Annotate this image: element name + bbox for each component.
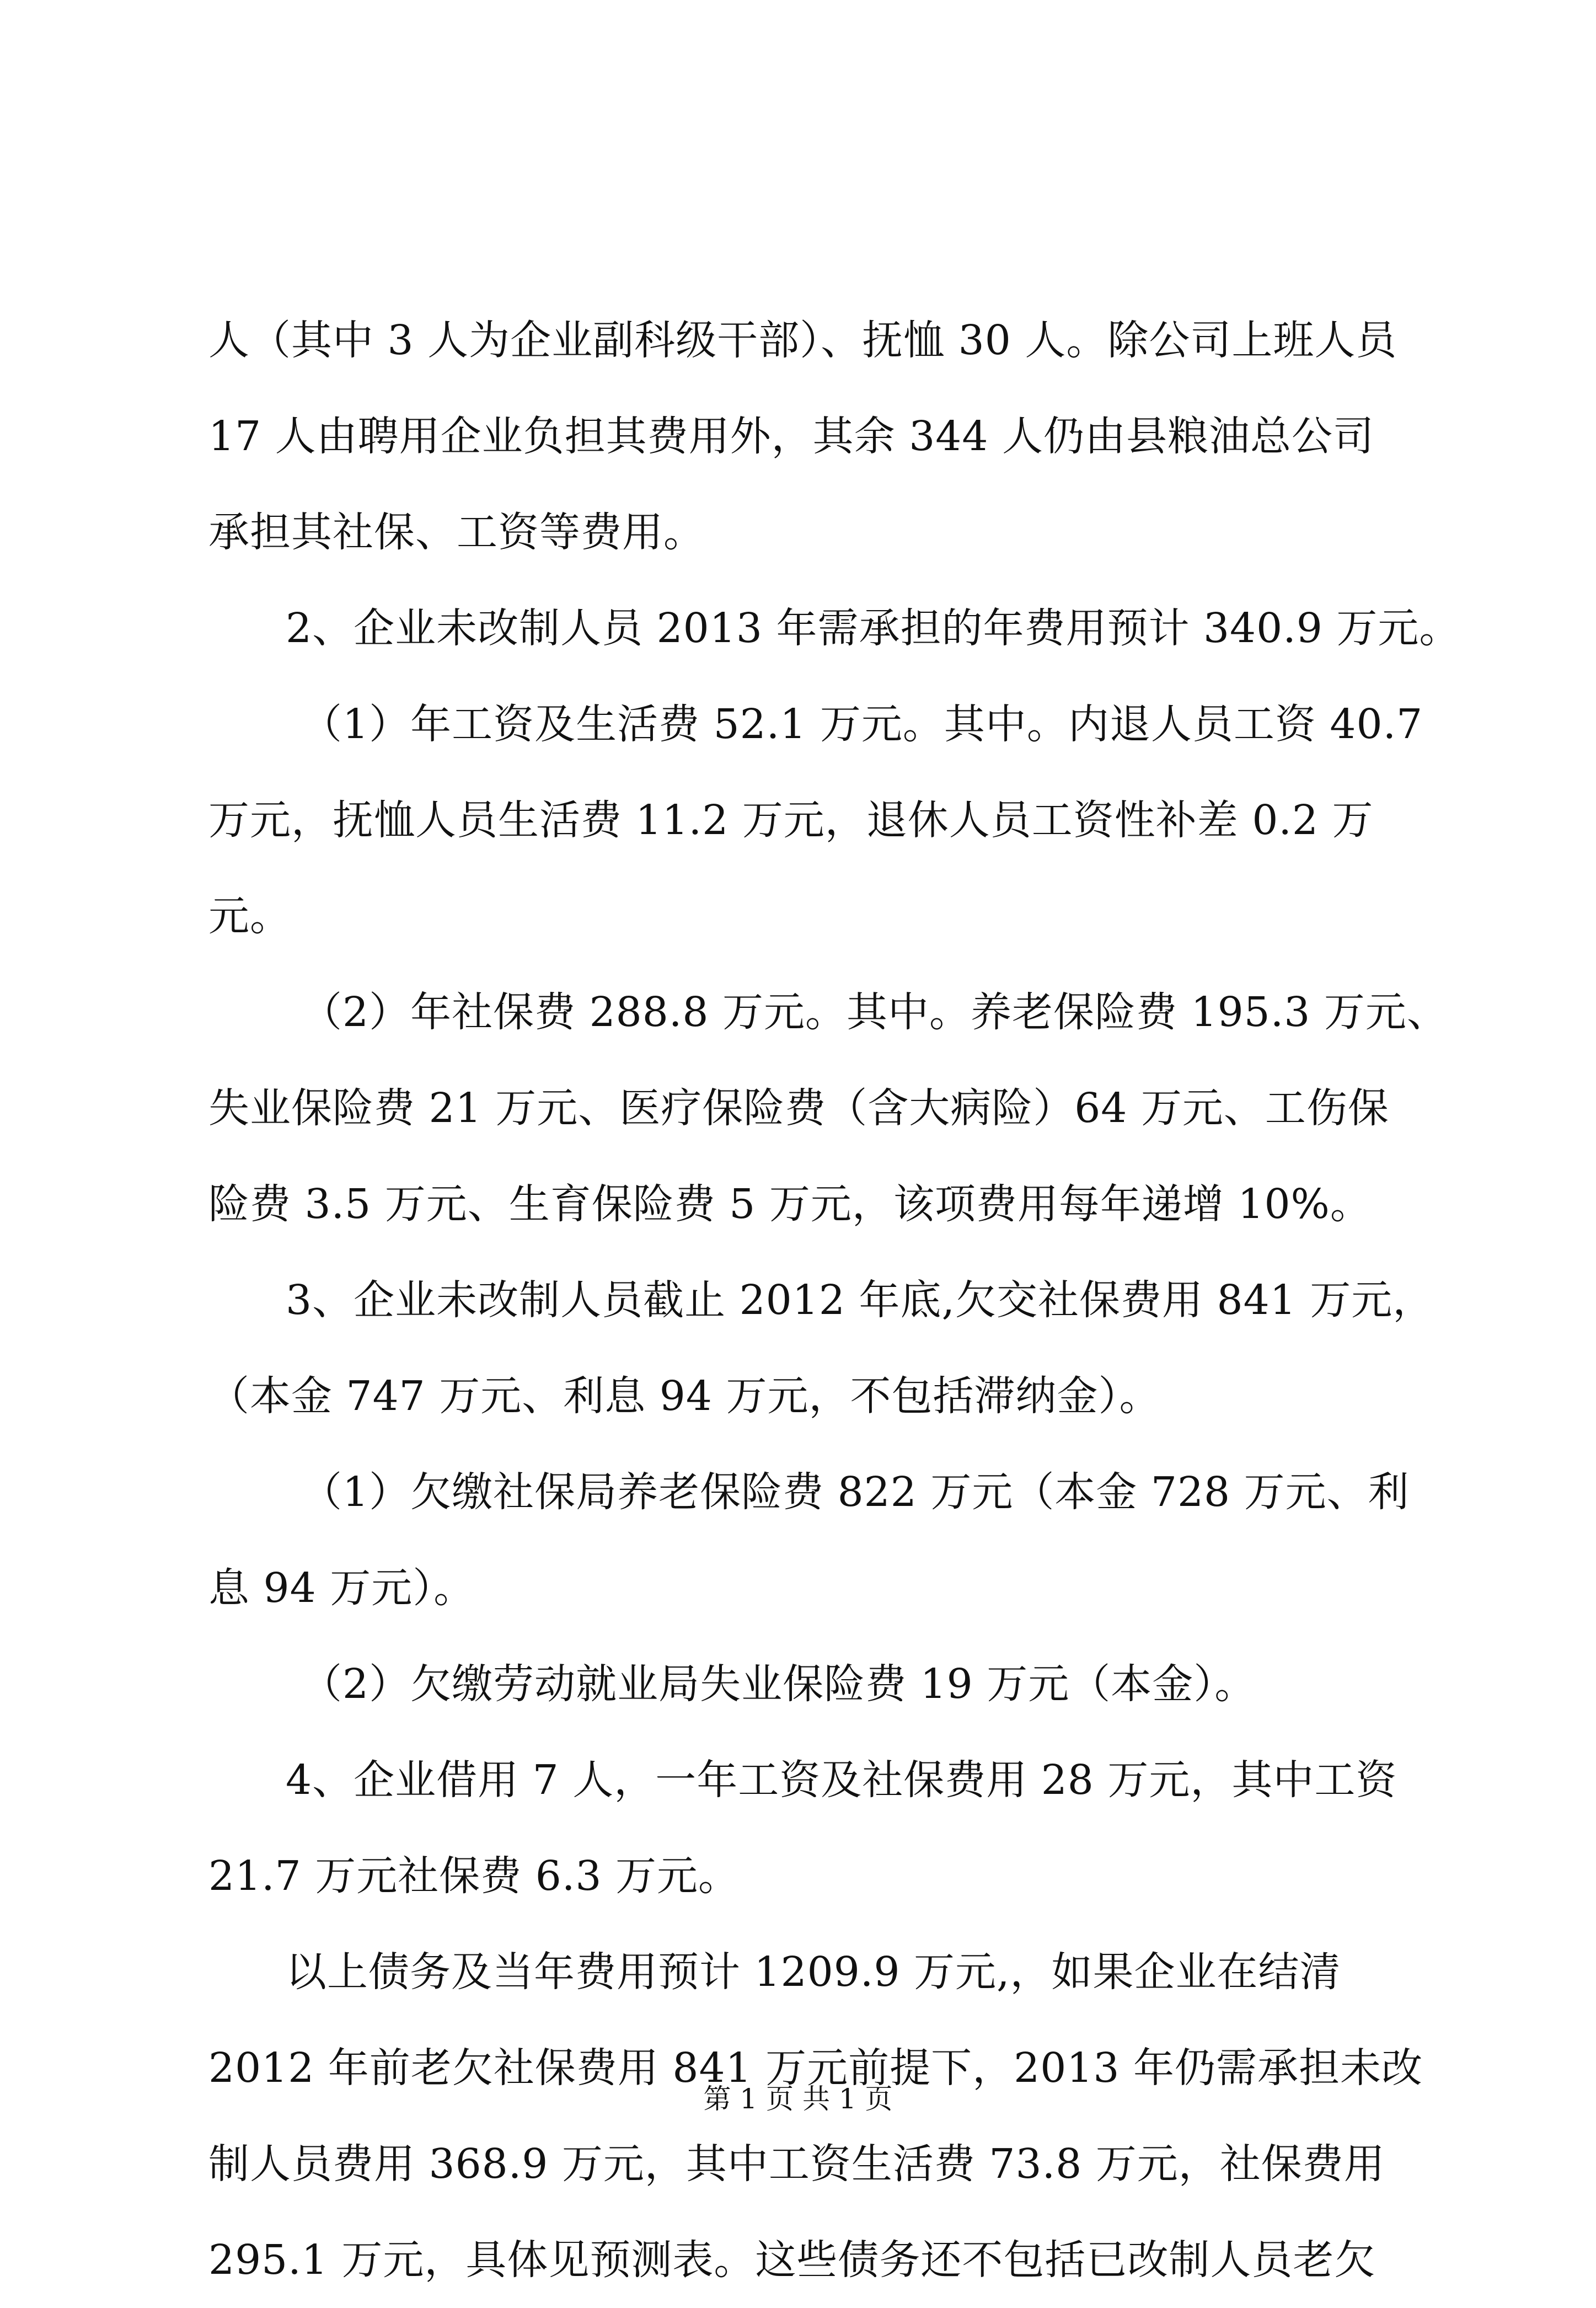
text-line: （1）欠缴社保局养老保险费 822 万元（本金 728 万元、利 [301,1468,1410,1516]
text-line: 险费 3.5 万元、生育保险费 5 万元，该项费用每年递增 10%。 [208,1180,1372,1228]
text-line: 承担其社保、工资等费用。 [208,509,705,556]
document-body [208,292,1461,2308]
text-line: 295.1 万元，具体见预测表。这些债务还不包括已改制人员老欠 [208,2236,1376,2284]
page-number-footer: 第 1 页 共 1 页 [703,2083,893,2115]
text-line: 以上债务及当年费用预计 1209.9 万元,，如果企业在结清 [286,1948,1341,1996]
text-line: 4、企业借用 7 人，一年工资及社保费用 28 万元，其中工资 [286,1756,1397,1804]
text-line: （本金 747 万元、利息 94 万元，不包括滞纳金）。 [208,1372,1161,1420]
text-line: 人（其中 3 人为企业副科级干部）、抚恤 30 人。除公司上班人员 [208,317,1397,364]
text-line: 2012 年前老欠社保费用 841 万元前提下，2013 年仍需承担未改 [208,2044,1423,2092]
text-line: 21.7 万元社保费 6.3 万元。 [208,1852,740,1900]
text-line: 元。 [208,893,291,940]
text-line: 17 人由聘用企业负担其费用外，其余 344 人仍由县粮油总公司 [208,413,1374,460]
text-line: 失业保险费 21 万元、医疗保险费（含大病险）64 万元、工伤保 [208,1084,1389,1132]
text-line: 制人员费用 368.9 万元，其中工资生活费 73.8 万元，社保费用 [208,2140,1385,2188]
text-line: （2）年社保费 288.8 万元。其中。养老保险费 195.3 万元、 [301,989,1448,1036]
text-line: （2）欠缴劳动就业局失业保险费 19 万元（本金）。 [301,1660,1256,1708]
text-line: 2、企业未改制人员 2013 年需承担的年费用预计 340.9 万元。 [286,605,1461,652]
text-line: （1）年工资及生活费 52.1 万元。其中。内退人员工资 40.7 [301,701,1423,748]
text-line: 3、企业未改制人员截止 2012 年底,欠交社保费用 841 万元， [286,1276,1434,1324]
text-line: 万元，抚恤人员生活费 11.2 万元，退休人员工资性补差 0.2 万 [208,797,1374,844]
text-line: 息 94 万元）。 [208,1564,475,1612]
